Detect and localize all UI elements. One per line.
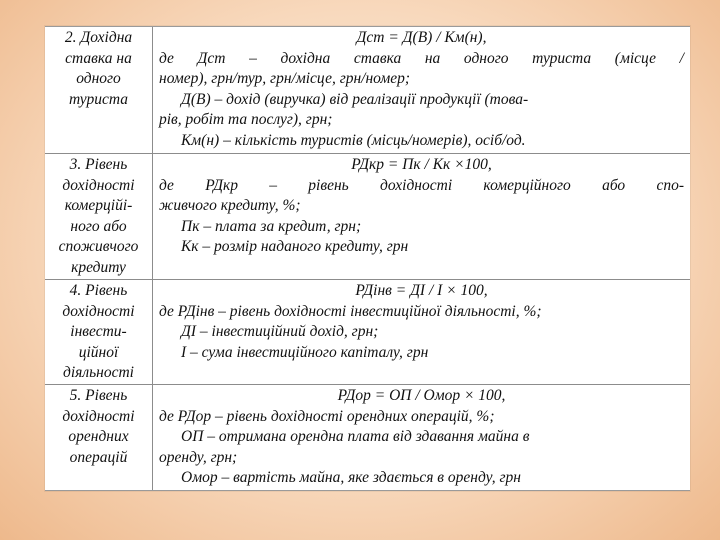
label-line: дохідності <box>62 302 135 320</box>
description-line: оренду, грн; <box>159 448 238 466</box>
label-line: ційної <box>78 343 119 361</box>
label-line: 4. Рівень <box>69 282 128 299</box>
formula-table <box>45 26 690 491</box>
table-row <box>45 280 690 385</box>
label-line: одного <box>76 70 121 88</box>
description-line: Д(В) – дохід (виручка) від реалізації продукції (това- <box>181 90 529 108</box>
table-row <box>45 154 690 280</box>
description-line: Км(н) – кількість туристів (місць/номерів), осіб/од. <box>181 131 526 149</box>
label-line: дохідності <box>62 407 135 425</box>
label-line: туриста <box>69 90 128 108</box>
label-line: інвести- <box>70 323 127 341</box>
description-line: де РДкр – рівень дохідності комерційного або спо- <box>159 176 684 194</box>
description-line: Кк – розмір наданого кредиту, грн <box>181 238 409 256</box>
formula-line: РДор = ОП / Омор × 100, <box>337 387 506 404</box>
label-line: ного або <box>70 217 127 235</box>
label-line: 5. Рівень <box>69 387 128 404</box>
label-line: споживчого <box>58 238 139 256</box>
row-description <box>153 154 690 279</box>
description-line: де РДінв – рівень дохідності інвестиційної діяльності, %; <box>159 302 542 320</box>
label-line: комерційі- <box>64 197 133 215</box>
row-description <box>153 27 690 153</box>
description-line: номер), грн/тур, грн/місце, грн/номер; <box>159 70 411 88</box>
row-label <box>45 154 153 279</box>
row-label <box>45 280 153 384</box>
formula-line: РДінв = ДІ / І × 100, <box>355 282 488 299</box>
label-line: ставка на <box>65 49 132 67</box>
description-line: де РДор – рівень дохідності орендних операцій, %; <box>159 407 495 425</box>
row-label <box>45 385 153 490</box>
description-line: ДІ – інвестиційний дохід, грн; <box>181 323 379 341</box>
description-line: І – сума інвестиційного капіталу, грн <box>181 343 429 361</box>
label-line: 3. Рівень <box>69 156 128 173</box>
table-row <box>45 385 690 490</box>
description-line: рів, робіт та послуг), грн; <box>159 111 333 129</box>
label-line: діяльності <box>63 364 134 382</box>
row-label <box>45 27 153 153</box>
description-line: Пк – плата за кредит, грн; <box>181 217 362 235</box>
description-line: ОП – отримана орендна плата від здавання майна в <box>181 428 530 446</box>
label-line: дохідності <box>62 176 135 194</box>
label-line: операцій <box>69 448 128 466</box>
formula-line: Дст = Д(В) / Км(н), <box>356 29 487 46</box>
label-line: 2. Дохідна <box>64 29 133 46</box>
label-line: кредиту <box>71 258 126 276</box>
label-line: орендних <box>68 428 129 446</box>
row-description <box>153 280 690 384</box>
formula-line: РДкр = Пк / Кк ×100, <box>351 156 492 173</box>
row-description <box>153 385 690 490</box>
table-row <box>45 27 690 154</box>
description-line: Омор – вартість майна, яке здається в оренду, грн <box>181 469 521 487</box>
description-line: де Дст – дохідна ставка на одного туриста (місце / <box>159 49 684 67</box>
description-line: живчого кредиту, %; <box>159 197 301 215</box>
